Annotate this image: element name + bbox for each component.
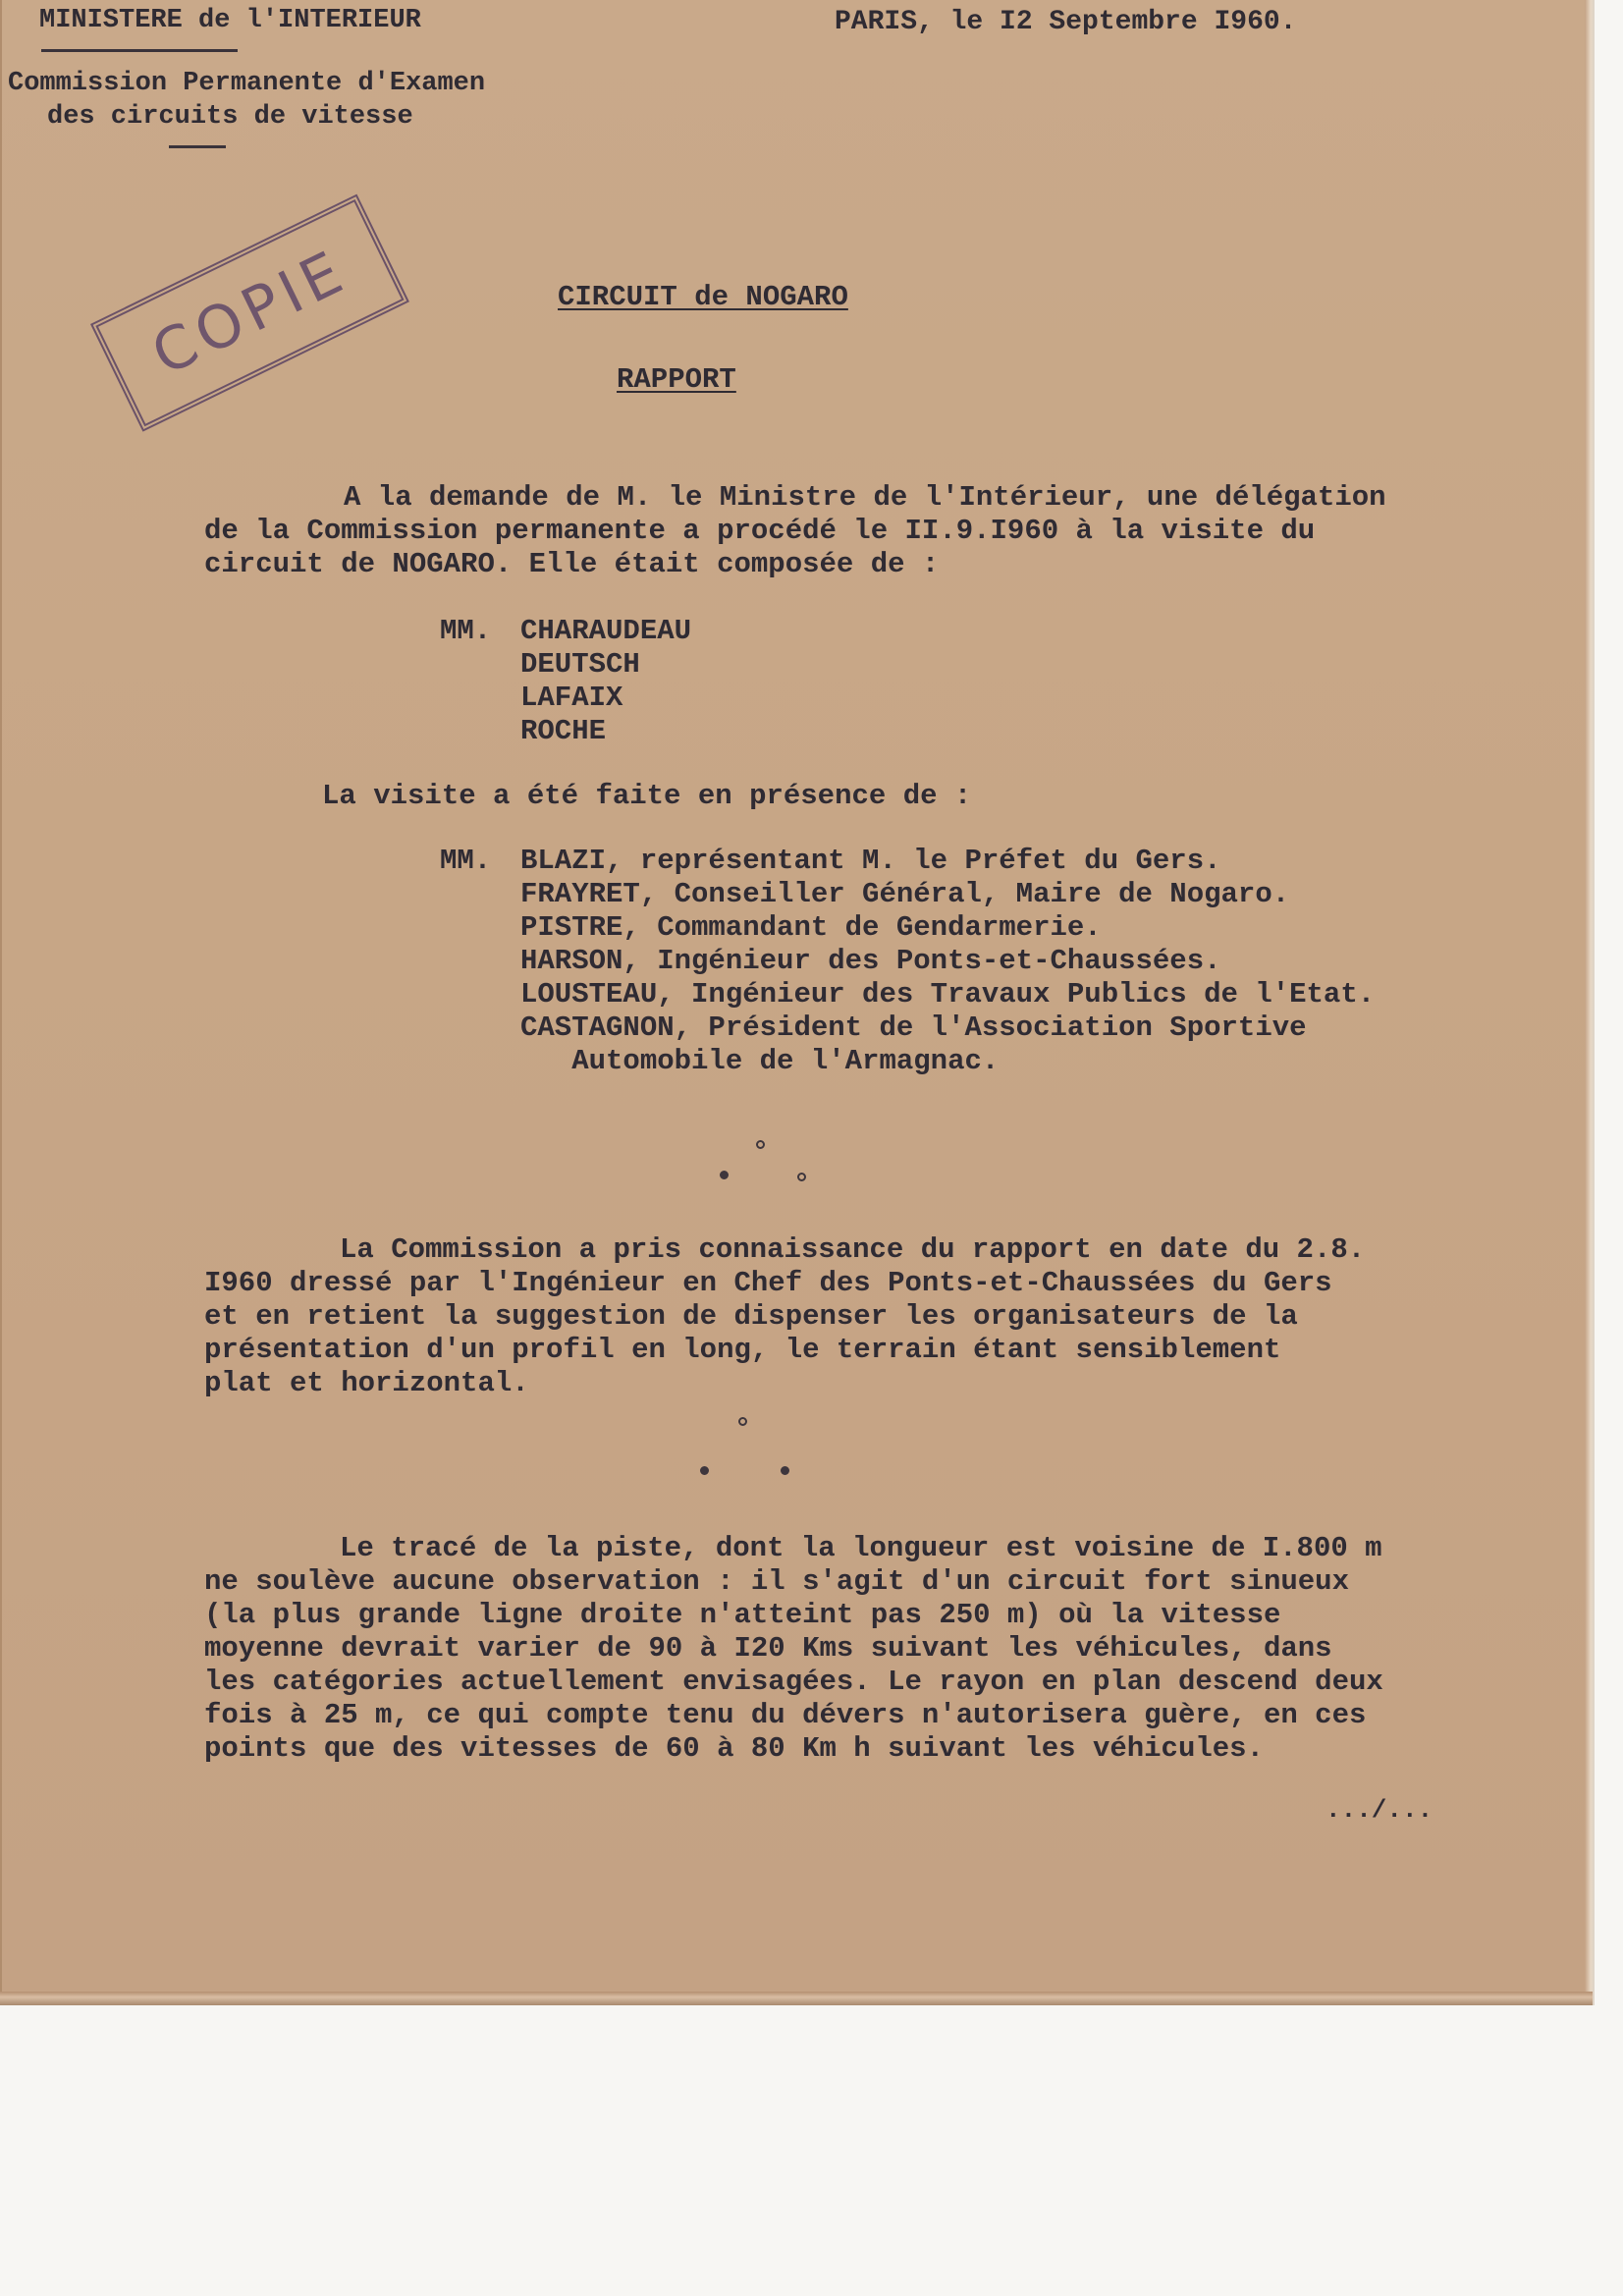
attendee-line: HARSON, Ingénieur des Ponts-et-Chaussées. xyxy=(520,945,1221,977)
paragraph-3-line: Le tracé de la piste, dont la longueur est voisine de I.800 m xyxy=(340,1532,1382,1564)
attendee-line: LOUSTEAU, Ingénieur des Travaux Publics de l'Etat. xyxy=(520,978,1376,1011)
member-name: CHARAUDEAU xyxy=(520,615,692,647)
document-title: CIRCUIT de NOGARO xyxy=(558,281,848,313)
paragraph-2-line: présentation d'un profil en long, le terrain étant sensiblement xyxy=(204,1334,1281,1366)
place-date: PARIS, le I2 Septembre I960. xyxy=(835,7,1297,37)
separator-mark xyxy=(720,1171,729,1179)
commission-line-2: des circuits de vitesse xyxy=(47,102,413,132)
header-rule-bottom xyxy=(169,145,226,148)
member-name: DEUTSCH xyxy=(520,648,640,681)
header-rule-top xyxy=(41,49,238,52)
paragraph-2-line: plat et horizontal. xyxy=(204,1367,529,1399)
members-prefix: MM. xyxy=(440,615,492,647)
continuation-mark: .../... xyxy=(1325,1795,1434,1825)
separator-mark xyxy=(797,1173,806,1181)
paragraph-3-line: moyenne devrait varier de 90 à I20 Kms suivant les véhicules, dans xyxy=(204,1632,1332,1665)
intro-line-3: circuit de NOGARO. Elle était composée de : xyxy=(204,548,940,580)
attendee-line: BLAZI, représentant M. le Préfet du Gers. xyxy=(520,845,1221,877)
paragraph-3-line: fois à 25 m, ce qui compte tenu du dévers n'autorisera guère, en ces xyxy=(204,1699,1367,1731)
separator-mark xyxy=(738,1417,747,1426)
member-name: ROCHE xyxy=(520,715,607,747)
page-edge-bottom xyxy=(0,1992,1593,2005)
paragraph-2-line: et en retient la suggestion de dispenser les organisateurs de la xyxy=(204,1300,1298,1333)
ministry-heading: MINISTERE de l'INTERIEUR xyxy=(39,6,421,35)
attendee-line: FRAYRET, Conseiller Général, Maire de Nogaro. xyxy=(520,878,1290,910)
document-subtitle: RAPPORT xyxy=(617,363,736,396)
attendee-line: CASTAGNON, Président de l'Association Sportive xyxy=(520,1011,1307,1044)
presence-intro: La visite a été faite en présence de : xyxy=(322,780,972,812)
commission-line-1: Commission Permanente d'Examen xyxy=(8,69,486,98)
paragraph-3-line: ne soulève aucune observation : il s'agit d'un circuit fort sinueux xyxy=(204,1565,1349,1598)
paragraph-2-line: I960 dressé par l'Ingénieur en Chef des Ponts-et-Chaussées du Gers xyxy=(204,1267,1332,1299)
attendee-line: Automobile de l'Armagnac. xyxy=(520,1045,1000,1077)
separator-mark xyxy=(700,1466,709,1475)
attendees-prefix: MM. xyxy=(440,845,492,877)
page-edge-right xyxy=(1585,0,1595,2005)
separator-mark xyxy=(781,1466,789,1475)
separator-mark xyxy=(756,1140,765,1149)
paragraph-3-line: points que des vitesses de 60 à 80 Km h suivant les véhicules. xyxy=(204,1732,1264,1765)
paragraph-2-line: La Commission a pris connaissance du rapport en date du 2.8. xyxy=(340,1233,1366,1266)
stamp-text: COPIE xyxy=(141,236,358,390)
member-name: LAFAIX xyxy=(520,682,623,714)
intro-line-1: A la demande de M. le Ministre de l'Intérieur, une délégation xyxy=(344,481,1386,514)
intro-line-2: de la Commission permanente a procédé le II.9.I960 à la visite du xyxy=(204,515,1316,547)
paragraph-3-line: les catégories actuellement envisagées. Le rayon en plan descend deux xyxy=(204,1666,1383,1698)
paragraph-3-line: (la plus grande ligne droite n'atteint pas 250 m) où la vitesse xyxy=(204,1599,1281,1631)
attendee-line: PISTRE, Commandant de Gendarmerie. xyxy=(520,911,1102,944)
